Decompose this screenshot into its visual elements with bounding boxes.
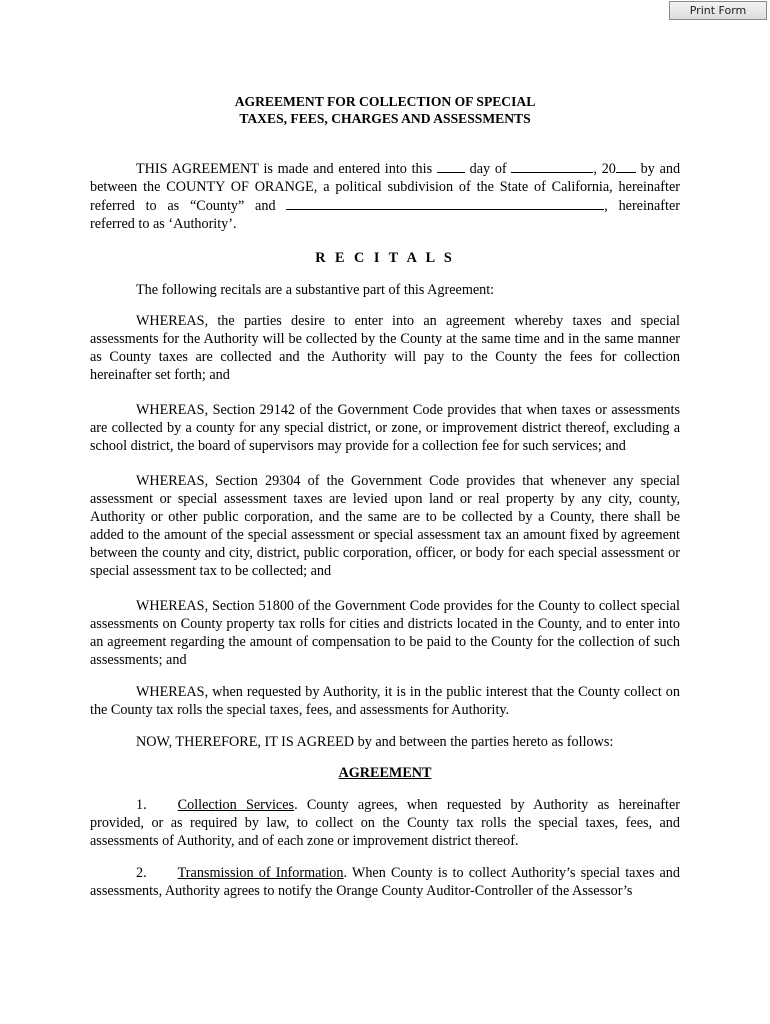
document-body [90, 93, 680, 900]
recitals-intro: The following recitals are a substantive part of this Agreement: [136, 282, 495, 298]
clause-collection-services: 1. Collection Services. County agrees, when requested by Authority as hereinafter provided, or as required by law, to collect on the County tax rolls the special taxes, fees, and assessments of Authority, and of each zone or improvement district thereof. [90, 797, 680, 849]
recitals-heading: R E C I T A L S [315, 250, 455, 266]
whereas-paragraph: WHEREAS, when requested by Authority, it is in the public interest that the County collect on the County tax rolls the special taxes, fees, and assessments for Authority. [90, 684, 680, 718]
whereas-paragraph: WHEREAS, Section 29142 of the Government Code provides that when taxes or assessments are collected by a county for any special district, or zone, or improvement district thereof, excluding a school district, the board of supervisors may provide for a collection fee for such services; and [90, 402, 680, 454]
document-title: AGREEMENT FOR COLLECTION OF SPECIAL TAXES, FEES, CHARGES AND ASSESSMENTS [234, 94, 536, 126]
year-blank[interactable] [616, 159, 636, 173]
day-blank[interactable] [437, 159, 465, 173]
authority-name-blank[interactable] [286, 196, 604, 210]
clause-transmission-of-information: 2. Transmission of Information. When County is to collect Authority’s special taxes and assessments, Authority agrees to notify the Orange County Auditor-Controller of the Assessor’s [90, 865, 680, 899]
month-blank[interactable] [511, 159, 593, 173]
agreement-heading: AGREEMENT [338, 765, 432, 781]
whereas-paragraph: WHEREAS, Section 29304 of the Government Code provides that whenever any special assessment or special assessment taxes are levied upon land or real property by any city, county, Authority or other public corporation, and the same are to be collected by a County, there shall be added to the amount of the special assessment or special assessment tax an amount fixed by agreement between the county and city, district, public corporation, officer, or body for each special assessment or special assessment tax to be collected; and [90, 473, 680, 579]
print-form-button[interactable]: Print Form [669, 1, 767, 20]
now-therefore-paragraph: NOW, THEREFORE, IT IS AGREED by and between the parties hereto as follows: [136, 734, 614, 750]
whereas-paragraph: WHEREAS, the parties desire to enter into an agreement whereby taxes and special assessments for the Authority will be collected by the County at the same time and in the same manner as County taxes are collected and the Authority will pay to the County the fees for collection hereinafter set forth; and [90, 313, 680, 383]
intro-paragraph: THIS AGREEMENT is made and entered into this day of , 20 by and between the COUNTY OF ORANGE, a political subdivision of the State of California, hereinafter referred to as “County” and , hereinafter referred to as ‘Authority’. [90, 161, 681, 232]
whereas-paragraph: WHEREAS, Section 51800 of the Government Code provides for the County to collect special assessments on County property tax rolls for cities and districts located in the County, and to enter into an agreement regarding the amount of compensation to be paid to the County for the collection of such assessments; and [90, 598, 680, 668]
